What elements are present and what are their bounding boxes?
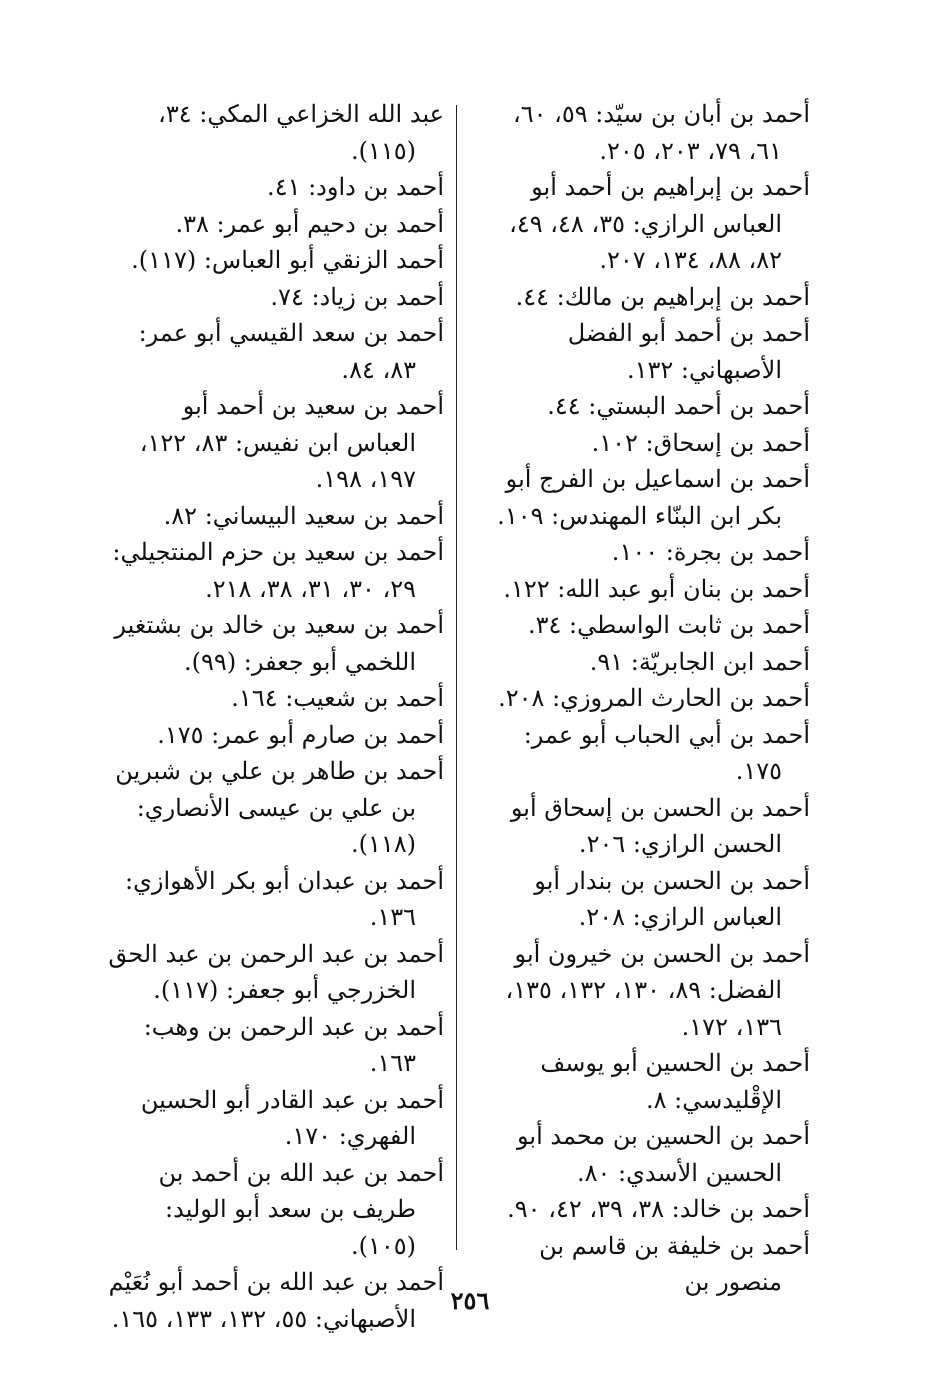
index-entry: أحمد بن سعيد بن حزم المنتجيلي: ٢٩، ٣٠، ٣١، ٣٨، ٢١٨. bbox=[112, 538, 444, 603]
index-entry: أحمد بن الحسين بن محمد أبو الحسين الأسدي: ٨٠. bbox=[517, 1122, 810, 1187]
index-entry: أحمد بن الحسن بن خيرون أبو الفضل: ٨٩، ١٣٠، ١٣٢، ١٣٥، ١٣٦، ١٧٢. bbox=[505, 939, 810, 1041]
index-entry: أحمد بن عبدان أبو بكر الأهوازي: ١٣٦. bbox=[125, 866, 444, 931]
index-entry: أحمد بن الحسن بن إسحاق أبو الحسن الرازي: ٢٠٦. bbox=[510, 793, 810, 858]
index-entry: أحمد بن سعيد بن خالد بن بشتغير اللخمي أبو جعفر: (٩٩). bbox=[114, 611, 444, 676]
index-entry: أحمد بن طاهر بن علي بن شبرين بن علي بن عيسى الأنصاري: (١١٨). bbox=[115, 757, 444, 858]
index-entry: أحمد ابن الجابريّة: ٩١. bbox=[589, 647, 810, 676]
index-column-right bbox=[478, 96, 810, 1301]
index-entry: أحمد بن زياد: ٧٤. bbox=[270, 282, 444, 311]
index-entry: أحمد بن الحسين أبو يوسف الإقْليدسي: ٨. bbox=[540, 1049, 810, 1114]
index-entry: أحمد بن الحارث المروزي: ٢٠٨. bbox=[498, 684, 810, 712]
index-entry: أحمد بن داود: ٤١. bbox=[267, 173, 444, 201]
index-entry: أحمد بن الحسن بن بندار أبو العباس الرازي: ٢٠٨. bbox=[534, 866, 810, 931]
index-entry: أحمد بن إبراهيم بن أحمد أبو العباس الرازي: ٣٥، ٤٨، ٤٩، ٨٢، ٨٨، ١٣٤، ٢٠٧. bbox=[509, 173, 810, 274]
index-entry: أحمد بن بجرة: ١٠٠. bbox=[611, 538, 810, 566]
index-entry: أحمد بن سعيد بن أحمد أبو العباس ابن نفيس: ٨٣، ١٢٢، ١٩٧، ١٩٨. bbox=[139, 392, 444, 493]
index-entry: أحمد بن اسماعيل بن الفرج أبو بكر ابن البنّاء المهندس: ١٠٩. bbox=[497, 465, 810, 530]
index-entry: أحمد بن سعيد البيساني: ٨٢. bbox=[163, 501, 444, 530]
index-entry: أحمد بن إبراهيم بن مالك: ٤٤. bbox=[515, 282, 810, 311]
index-entry: أحمد بن عبد الله بن أحمد أبو نُعَيْم الأصبهاني: ٥٥، ١٣٢، ١٣٣، ١٦٥. bbox=[108, 1268, 444, 1333]
index-entry: أحمد بن شعيب: ١٦٤. bbox=[231, 684, 444, 712]
index-column-left bbox=[108, 96, 444, 1337]
index-entry: أحمد بن أحمد أبو الفضل الأصبهاني: ١٣٢. bbox=[567, 319, 810, 384]
index-entry: أحمد بن ثابت الواسطي: ٣٤. bbox=[527, 611, 810, 639]
index-entry: أحمد بن إسحاق: ١٠٢. bbox=[591, 428, 810, 457]
index-entry: أحمد بن عبد القادر أبو الحسين الفهري: ١٧٠. bbox=[140, 1085, 444, 1150]
index-entry: أحمد بن خالد: ٣٨، ٣٩، ٤٢، ٩٠. bbox=[507, 1195, 810, 1223]
index-entry: أحمد بن سعد القيسي أبو عمر: ٨٣، ٨٤. bbox=[138, 319, 444, 384]
index-entry: أحمد بن بنان أبو عبد الله: ١٢٢. bbox=[503, 574, 810, 603]
index-entry: أحمد بن خليفة بن قاسم بن منصور بن bbox=[539, 1231, 810, 1296]
index-entry: أحمد بن عبد الله بن أحمد بن طريف بن سعد أبو الوليد: (١٠٥). bbox=[158, 1158, 444, 1260]
index-entry: أحمد بن صارم أبو عمر: ١٧٥. bbox=[157, 720, 444, 749]
index-entry: أحمد بن عبد الرحمن بن عبد الحق الخزرجي أبو جعفر: (١١٧). bbox=[108, 939, 444, 1004]
index-entry: أحمد بن دحيم أبو عمر: ٣٨. bbox=[175, 209, 444, 238]
column-divider bbox=[456, 105, 457, 1250]
index-entry: أحمد بن أحمد البستي: ٤٤. bbox=[547, 392, 810, 420]
index-entry: أحمد الزنقي أبو العباس: (١١٧). bbox=[131, 246, 444, 274]
index-entry: أحمد بن عبد الرحمن بن وهب: ١٦٣. bbox=[143, 1012, 444, 1077]
index-entry: أحمد بن أبان بن سيّد: ٥٩، ٦٠، ٦١، ٧٩، ٢٠٣، ٢٠٥. bbox=[512, 100, 810, 165]
index-entry: عبد الله الخزاعي المكي: ٣٤، (١١٥). bbox=[158, 100, 444, 165]
page-number: ٢٥٦ bbox=[450, 1286, 490, 1315]
index-entry: أحمد بن أبي الحباب أبو عمر: ١٧٥. bbox=[523, 720, 810, 785]
